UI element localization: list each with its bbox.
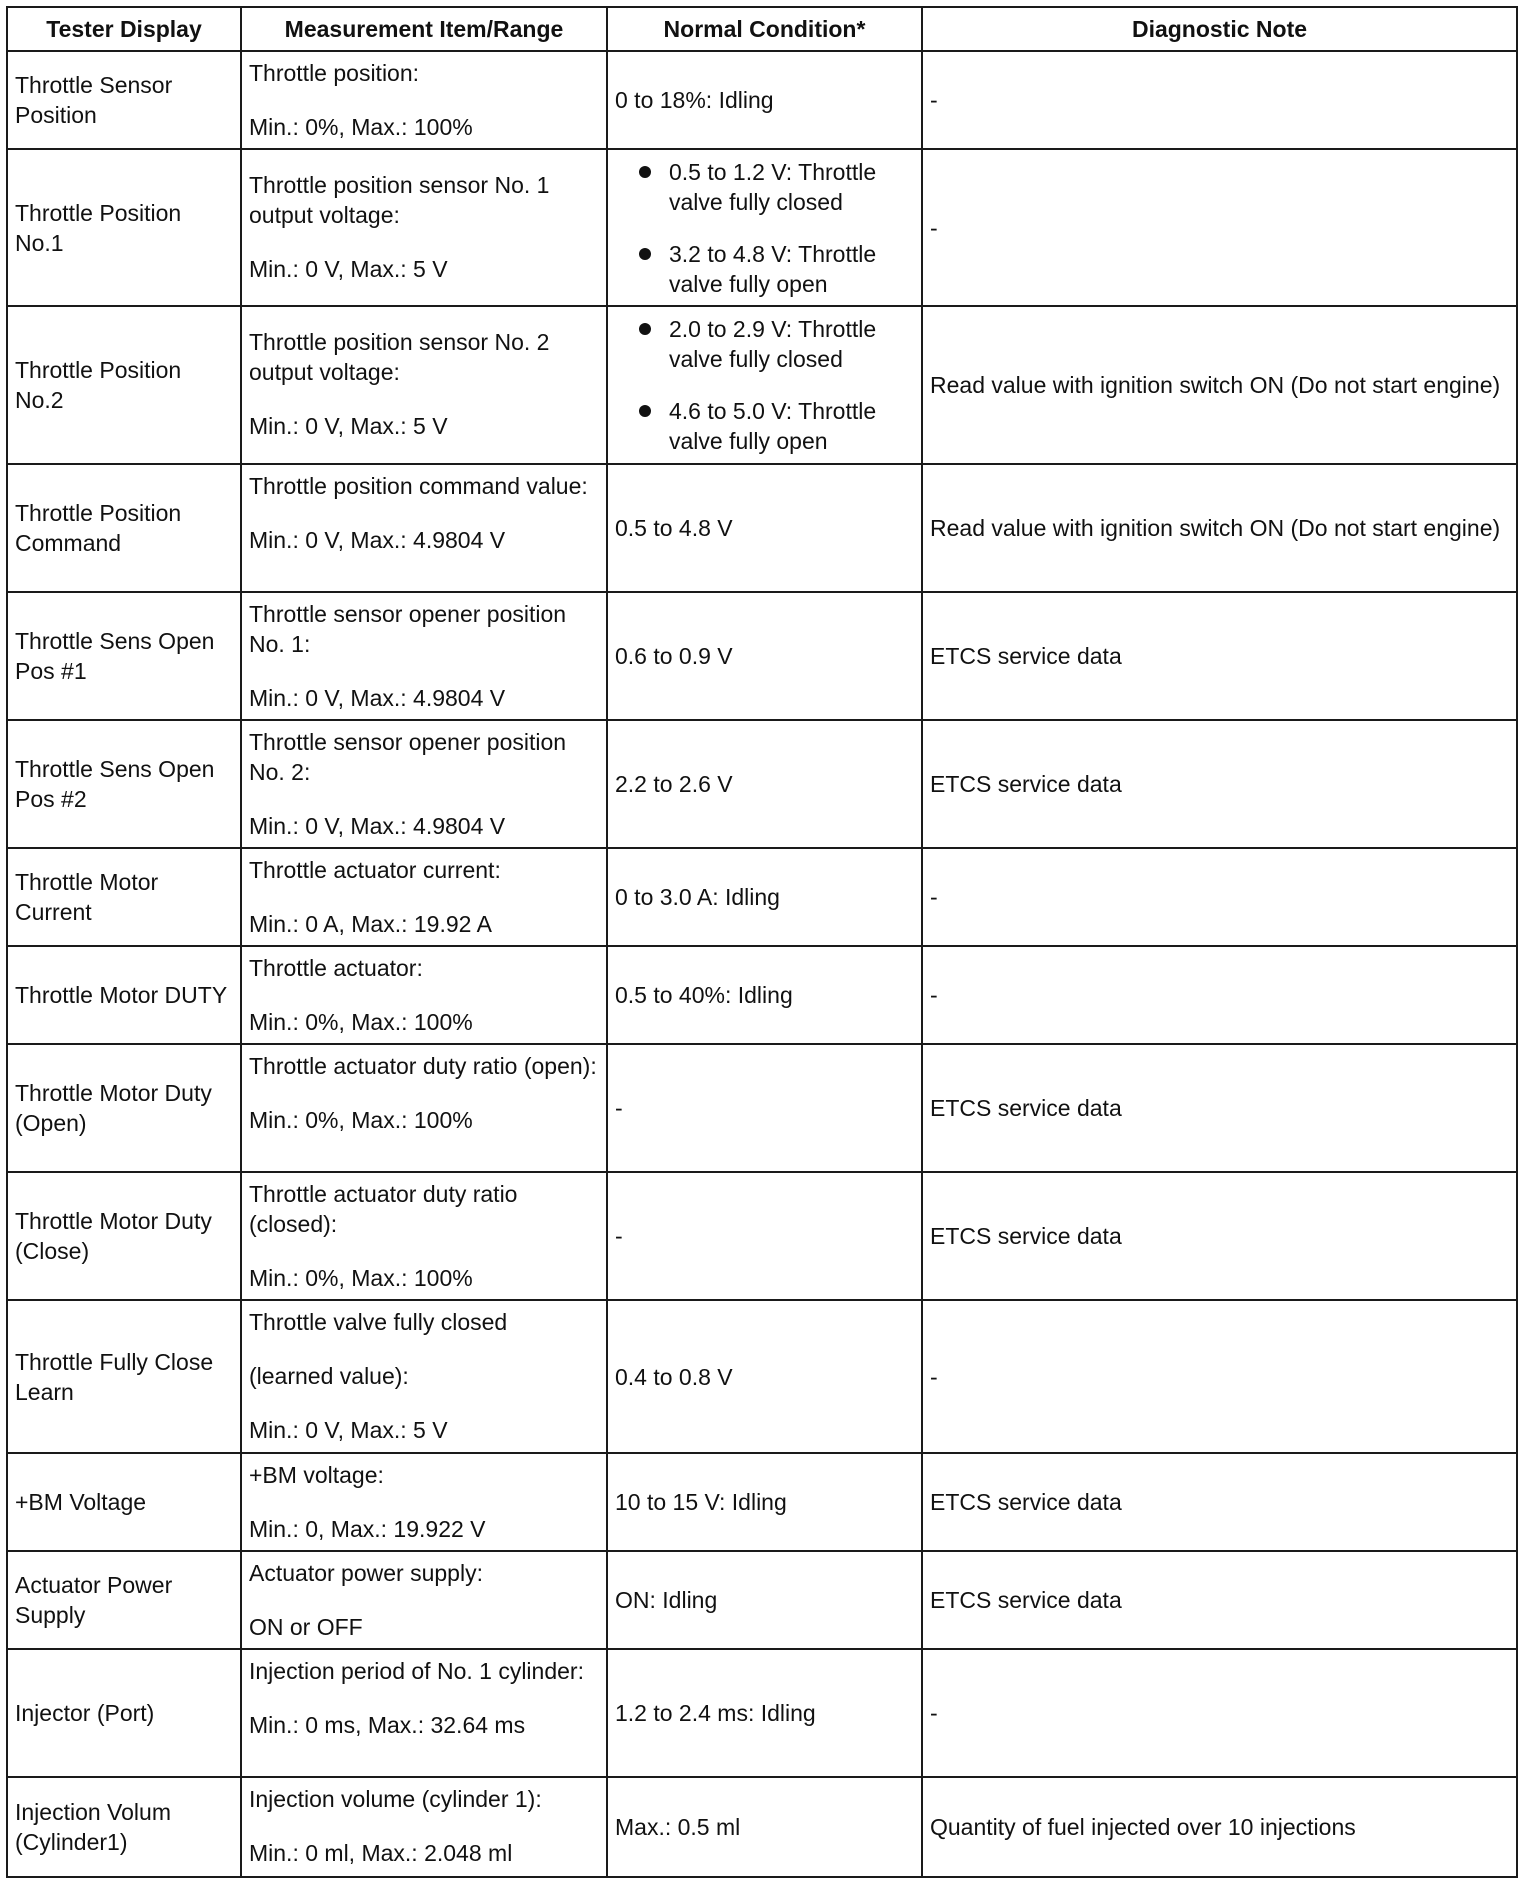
tester-display-cell: Throttle Sens Open Pos #1	[7, 592, 241, 720]
measurement-cell	[241, 1044, 607, 1172]
measurement-cell	[241, 848, 607, 946]
tester-display-cell: +BM Voltage	[7, 1453, 241, 1551]
measurement-item: Throttle position sensor No. 1 output voltage:	[249, 172, 550, 228]
measurement-item: Throttle valve fully closed (learned value):	[249, 1309, 508, 1389]
diagnostic-note-cell: -	[922, 946, 1517, 1044]
measurement-item: Injection volume (cylinder 1):	[249, 1786, 542, 1812]
normal-condition-cell	[607, 149, 922, 306]
normal-condition-list	[615, 157, 914, 299]
normal-condition-cell: 0 to 18%: Idling	[607, 51, 922, 149]
measurement-item: Throttle position sensor No. 2 output voltage:	[249, 329, 550, 385]
measurement-range: Min.: 0%, Max.: 100%	[249, 1107, 473, 1133]
normal-condition-cell	[607, 306, 922, 464]
diagnostic-note-cell: ETCS service data	[922, 1172, 1517, 1300]
normal-condition-cell: 2.2 to 2.6 V	[607, 720, 922, 848]
normal-condition-cell: -	[607, 1172, 922, 1300]
header-row	[7, 7, 1517, 51]
diagnostic-note-cell: ETCS service data	[922, 720, 1517, 848]
measurement-range: Min.: 0%, Max.: 100%	[249, 114, 473, 140]
tester-display-cell: Throttle Position Command	[7, 464, 241, 592]
measurement-cell	[241, 1649, 607, 1777]
tester-display-cell: Actuator Power Supply	[7, 1551, 241, 1649]
tester-display-cell: Throttle Sens Open Pos #2	[7, 720, 241, 848]
measurement-item: Throttle sensor opener position No. 1:	[249, 601, 567, 657]
header-tester-display: Tester Display	[7, 7, 241, 51]
measurement-cell	[241, 1551, 607, 1649]
diagnostic-note-cell: -	[922, 51, 1517, 149]
measurement-cell	[241, 51, 607, 149]
table-row	[7, 848, 1517, 946]
diagnostic-note-cell: Read value with ignition switch ON (Do not start engine)	[922, 306, 1517, 464]
diagnostic-note-cell: ETCS service data	[922, 1551, 1517, 1649]
measurement-item: Throttle actuator duty ratio (closed):	[249, 1181, 518, 1237]
table-row	[7, 592, 1517, 720]
tester-display-cell: Injector (Port)	[7, 1649, 241, 1777]
measurement-cell	[241, 592, 607, 720]
bullet-icon	[639, 323, 651, 335]
measurement-range: ON or OFF	[249, 1614, 363, 1640]
diagnostic-note-cell: ETCS service data	[922, 1453, 1517, 1551]
header-normal-condition: Normal Condition*	[607, 7, 922, 51]
measurement-cell	[241, 149, 607, 306]
diagnostic-note-cell: -	[922, 848, 1517, 946]
tester-display-cell: Throttle Motor DUTY	[7, 946, 241, 1044]
tester-display-cell: Throttle Position No.2	[7, 306, 241, 464]
normal-condition-cell: 0.6 to 0.9 V	[607, 592, 922, 720]
measurement-range: Min.: 0 V, Max.: 5 V	[249, 413, 448, 439]
measurement-cell	[241, 464, 607, 592]
data-list-table	[6, 6, 1518, 1878]
measurement-range: Min.: 0 V, Max.: 4.9804 V	[249, 685, 506, 711]
tester-display-cell: Throttle Position No.1	[7, 149, 241, 306]
measurement-item: Throttle position:	[249, 60, 420, 86]
normal-condition-cell: ON: Idling	[607, 1551, 922, 1649]
measurement-item: Throttle sensor opener position No. 2:	[249, 729, 567, 785]
measurement-range: Min.: 0%, Max.: 100%	[249, 1265, 473, 1291]
normal-condition-cell: 1.2 to 2.4 ms: Idling	[607, 1649, 922, 1777]
table-row	[7, 1551, 1517, 1649]
measurement-range: Min.: 0, Max.: 19.922 V	[249, 1516, 486, 1542]
measurement-range: Min.: 0 V, Max.: 4.9804 V	[249, 813, 506, 839]
measurement-item: +BM voltage:	[249, 1462, 384, 1488]
normal-condition-cell: 0.4 to 0.8 V	[607, 1300, 922, 1453]
normal-condition-cell: -	[607, 1044, 922, 1172]
normal-condition-cell: 0.5 to 40%: Idling	[607, 946, 922, 1044]
table-row	[7, 306, 1517, 464]
measurement-item: Injection period of No. 1 cylinder:	[249, 1658, 584, 1684]
bullet-icon	[639, 405, 651, 417]
table-row	[7, 1777, 1517, 1877]
measurement-item: Throttle actuator duty ratio (open):	[249, 1053, 597, 1079]
diagnostic-note-cell: Read value with ignition switch ON (Do not start engine)	[922, 464, 1517, 592]
tester-display-cell: Throttle Motor Current	[7, 848, 241, 946]
normal-condition-cell: Max.: 0.5 ml	[607, 1777, 922, 1877]
measurement-cell	[241, 720, 607, 848]
list-item: 2.0 to 2.9 V: Throttle valve fully closed	[615, 314, 914, 374]
measurement-range: Min.: 0 V, Max.: 5 V	[249, 256, 448, 282]
table-row	[7, 1453, 1517, 1551]
table-row	[7, 149, 1517, 306]
table-row	[7, 946, 1517, 1044]
measurement-cell	[241, 1300, 607, 1453]
table-row	[7, 1172, 1517, 1300]
tester-display-cell: Throttle Motor Duty (Close)	[7, 1172, 241, 1300]
table-row	[7, 51, 1517, 149]
diagnostic-note-cell: ETCS service data	[922, 1044, 1517, 1172]
data-list-sheet	[6, 6, 1516, 1878]
header-measurement-item-range: Measurement Item/Range	[241, 7, 607, 51]
table-row	[7, 1649, 1517, 1777]
normal-condition-list	[615, 314, 914, 456]
measurement-item: Actuator power supply:	[249, 1560, 483, 1586]
bullet-icon	[639, 166, 651, 178]
diagnostic-note-cell: -	[922, 149, 1517, 306]
normal-condition-cell: 0.5 to 4.8 V	[607, 464, 922, 592]
list-item: 0.5 to 1.2 V: Throttle valve fully closed	[615, 157, 914, 217]
tester-display-cell: Throttle Fully Close Learn	[7, 1300, 241, 1453]
list-item: 3.2 to 4.8 V: Throttle valve fully open	[615, 239, 914, 299]
table-row	[7, 1300, 1517, 1453]
measurement-range: Min.: 0%, Max.: 100%	[249, 1009, 473, 1035]
measurement-cell	[241, 306, 607, 464]
measurement-item: Throttle position command value:	[249, 473, 588, 499]
measurement-cell	[241, 1777, 607, 1877]
table-row	[7, 720, 1517, 848]
normal-condition-cell: 10 to 15 V: Idling	[607, 1453, 922, 1551]
bullet-icon	[639, 248, 651, 260]
measurement-cell	[241, 946, 607, 1044]
measurement-range: Min.: 0 ms, Max.: 32.64 ms	[249, 1712, 526, 1738]
table-row	[7, 1044, 1517, 1172]
diagnostic-note-cell: -	[922, 1300, 1517, 1453]
tester-display-cell: Throttle Sensor Position	[7, 51, 241, 149]
tester-display-cell: Injection Volum (Cylinder1)	[7, 1777, 241, 1877]
measurement-range: Min.: 0 V, Max.: 4.9804 V	[249, 527, 506, 553]
measurement-range: Min.: 0 V, Max.: 5 V	[249, 1417, 448, 1443]
measurement-item: Throttle actuator current:	[249, 857, 501, 883]
measurement-range: Min.: 0 ml, Max.: 2.048 ml	[249, 1840, 513, 1866]
measurement-range: Min.: 0 A, Max.: 19.92 A	[249, 911, 492, 937]
header-diagnostic-note: Diagnostic Note	[922, 7, 1517, 51]
diagnostic-note-cell: ETCS service data	[922, 592, 1517, 720]
normal-condition-cell: 0 to 3.0 A: Idling	[607, 848, 922, 946]
measurement-item: Throttle actuator:	[249, 955, 423, 981]
diagnostic-note-cell: Quantity of fuel injected over 10 injections	[922, 1777, 1517, 1877]
tester-display-cell: Throttle Motor Duty (Open)	[7, 1044, 241, 1172]
diagnostic-note-cell: -	[922, 1649, 1517, 1777]
measurement-cell	[241, 1453, 607, 1551]
table-row	[7, 464, 1517, 592]
measurement-cell	[241, 1172, 607, 1300]
list-item: 4.6 to 5.0 V: Throttle valve fully open	[615, 396, 914, 456]
